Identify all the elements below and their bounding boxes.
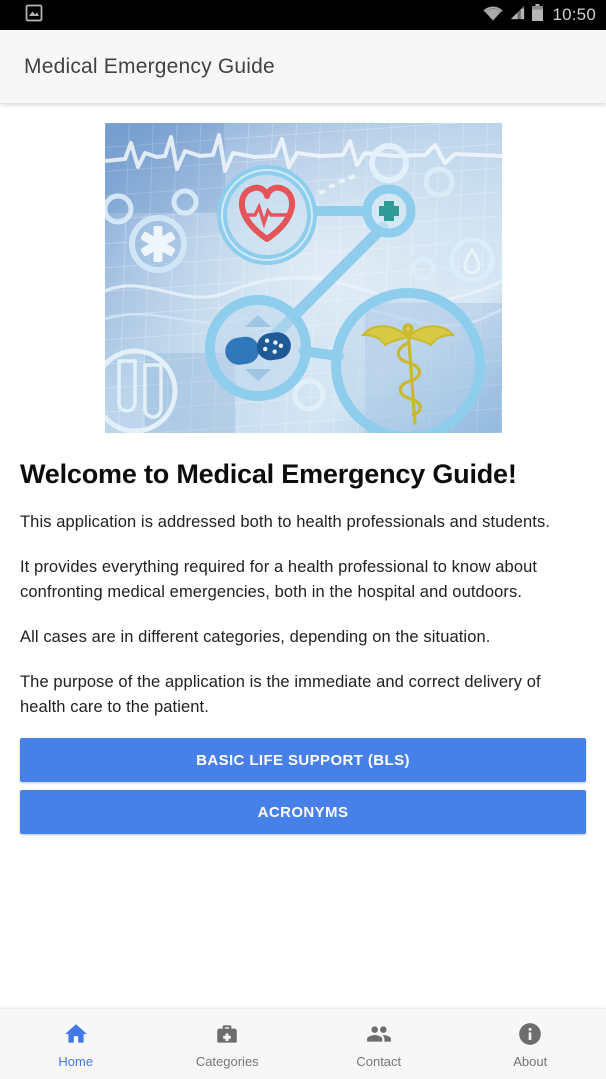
main-content [0, 123, 606, 932]
page-title: Medical Emergency Guide [24, 54, 275, 78]
categories-paragraph: All cases are in different categories, depending on the situation. [20, 628, 491, 646]
acronyms-button[interactable]: ACRONYMS [20, 790, 586, 834]
status-bar [0, 0, 606, 30]
nav-item-about[interactable] [455, 1009, 606, 1079]
signal-icon [509, 4, 526, 26]
wifi-icon [482, 4, 504, 27]
nav-item-categories[interactable] [152, 1009, 304, 1079]
medical-illustration-image [105, 123, 502, 433]
medical-cross-ring [367, 189, 411, 233]
provides-paragraph: It provides everything required for a health professional to know about confronting medical emergencies, both in the hospital and outdoors. [20, 558, 538, 601]
pill-ring [210, 300, 306, 396]
nav-label-contact: Contact [356, 1054, 402, 1069]
info-icon [517, 1021, 543, 1047]
bottom-navigation [0, 1008, 606, 1079]
nav-label-about: About [513, 1054, 548, 1069]
people-icon [366, 1021, 392, 1047]
nav-item-home[interactable] [0, 1009, 152, 1079]
battery-icon [531, 3, 544, 27]
nav-item-contact[interactable] [303, 1009, 455, 1079]
welcome-heading: Welcome to Medical Emergency Guide! [20, 459, 517, 489]
intro-paragraph: This application is addressed both to health professionals and students. [20, 513, 551, 531]
medical-bag-icon [214, 1021, 240, 1047]
purpose-paragraph: The purpose of the application is the immediate and correct delivery of health care to the patient. [20, 673, 541, 716]
status-time: 10:50 [552, 5, 596, 24]
bls-button[interactable]: BASIC LIFE SUPPORT (BLS) [20, 738, 586, 782]
action-buttons [20, 738, 586, 834]
home-icon [63, 1021, 89, 1047]
star-of-life [132, 218, 184, 270]
screenshot-icon [24, 3, 44, 28]
caduceus-ring [336, 293, 480, 433]
heart-ring [222, 170, 312, 260]
nav-label-categories: Categories [195, 1054, 259, 1069]
nav-label-home: Home [58, 1054, 94, 1069]
app-header [0, 30, 606, 103]
